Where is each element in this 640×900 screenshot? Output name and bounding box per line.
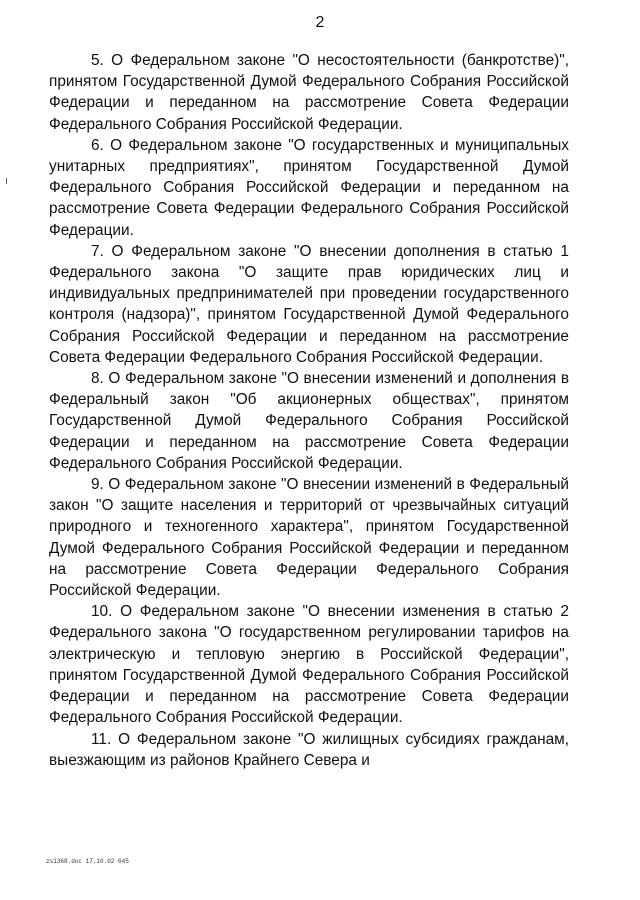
agenda-item-7: 7. О Федеральном законе "О внесении дополнения в статью 1 Федерального закона "О защите прав юридических лиц и индивидуальных предпринимателей при проведении государственного контроля (надзора)", принятом Государственной Думой Федерального Собрания Российской Федерации и переданном на рассмотрение Совета Федерации Федерального Собрания Российской Федерации. (49, 242, 569, 366)
agenda-item-11: 11. О Федеральном законе "О жилищных субсидиях гражданам, выезжающим из районов Крайнего Севера и (49, 730, 569, 769)
agenda-item-6: 6. О Федеральном законе "О государственных и муниципальных унитарных предприятиях", принятом Государственной Думой Федерального Собрания Российской Федерации и переданном на рассмотрение Совета Федерации Федерального Собрания Российской Федерации. (49, 136, 569, 239)
agenda-item-9: 9. О Федеральном законе "О внесении изменений в Федеральный закон "О защите населения и территорий от чрезвычайных ситуаций природного и техногенного характера", принятом Государственной Думой Федерального Собрания Российской Федерации и переданном на рассмотрение Совета Федерации Федерального Собрания Российской Федерации. (49, 476, 569, 600)
document-footer-code: zs1368.doc 17.10.02 645 (46, 858, 129, 865)
page-number: 2 (315, 14, 325, 31)
agenda-item-10: 10. О Федеральном законе "О внесении изменения в статью 2 Федерального закона "О государственном регулировании тарифов на электрическую и тепловую энергию в Российской Федерации", принятом Государственной Думой Федерального Собрания Российской Федерации и переданном на рассмотрение Совета Федерации Федерального Собрания Российской Федерации. (49, 603, 569, 727)
margin-mark (6, 178, 7, 184)
document-body (49, 50, 569, 771)
agenda-item-5: 5. О Федеральном законе "О несостоятельности (банкротстве)", принятом Государственной Думой Федерального Собрания Российской Федерации и переданном на рассмотрение Совета Федерации Федерального Собрания Российской Федерации. (49, 52, 569, 133)
agenda-item-8: 8. О Федеральном законе "О внесении изменений и дополнения в Федеральный закон "Об акционерных обществах", принятом Государственной Думой Федерального Собрания Российской Федерации и переданном на рассмотрение Совета Федерации Федерального Собрания Российской Федерации. (49, 370, 569, 472)
